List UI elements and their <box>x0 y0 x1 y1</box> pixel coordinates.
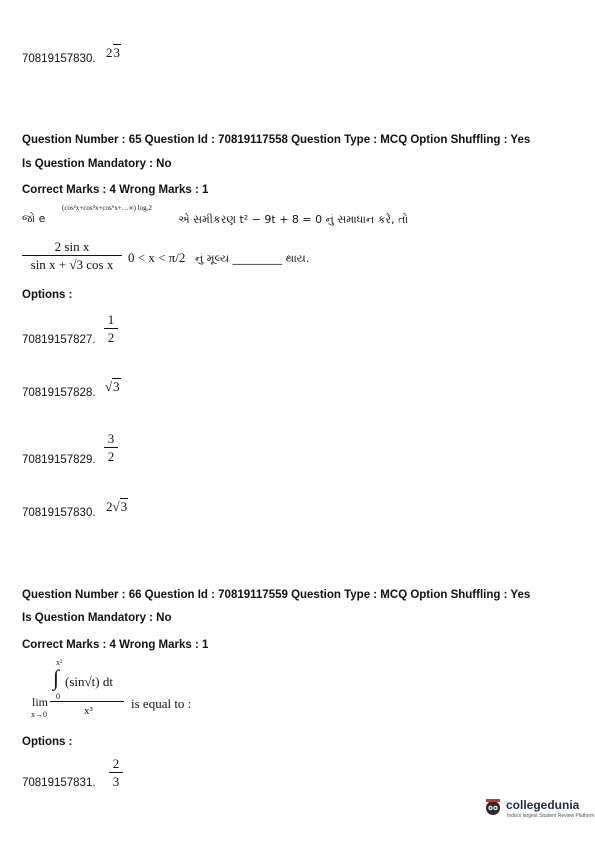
denominator: x³ <box>84 705 93 717</box>
question-marks: Correct Marks : 4 Wrong Marks : 1 <box>22 639 209 651</box>
option-fraction: 1 2 <box>104 313 118 345</box>
option-fraction: 2 3 <box>109 757 123 789</box>
option-id: 70819157830. <box>22 507 96 519</box>
integral-sign: ∫ <box>53 665 60 690</box>
options-label: Options : <box>22 736 73 748</box>
integral-upper: x² <box>56 658 63 667</box>
stem-suffix: નું મૂલ્ય _________ થાય. <box>195 252 310 265</box>
lim: lim <box>32 695 49 709</box>
fraction-bar <box>50 701 124 702</box>
question-header: Question Number : 65 Question Id : 70819117558 Question Type : MCQ Option Shuffling : Yes <box>22 134 531 146</box>
logo-tagline: India's largest Student Review Platform <box>507 813 595 819</box>
lim-sub: x→0 <box>31 710 47 719</box>
question-mandatory: Is Question Mandatory : No <box>22 158 172 170</box>
option-id: 70819157828. <box>22 387 96 399</box>
option-value: 23 <box>106 45 120 60</box>
stem-exponent: (cos²x+cos⁴x+cos⁶x+…∞) logₑ2 <box>62 204 152 212</box>
integrand: (sin√t) dt <box>65 674 113 689</box>
integral-lower: 0 <box>56 692 60 701</box>
option-value: 2√3 <box>106 499 128 514</box>
option-id: 70819157830. <box>22 53 96 65</box>
stem-prefix: જો e <box>22 212 46 225</box>
expression-fraction <box>22 240 122 272</box>
option-fraction: 3 2 <box>104 432 118 464</box>
expression-numerator: 2 sin x <box>54 239 90 254</box>
question-header: Question Number : 66 Question Id : 70819117559 Question Type : MCQ Option Shuffling : Yes <box>22 589 531 601</box>
question-marks: Correct Marks : 4 Wrong Marks : 1 <box>22 184 209 196</box>
option-id: 70819157829. <box>22 454 96 466</box>
expression-denominator: sin x + √3 cos x <box>30 257 114 272</box>
condition: 0 < x < π/2 <box>128 250 186 265</box>
options-label: Options : <box>22 289 73 301</box>
tail-text: is equal to : <box>131 696 192 711</box>
option-id: 70819157831. <box>22 777 96 789</box>
option-value: √3 <box>105 379 120 394</box>
stem-mid: એ સમીકરણ t² − 9t + 8 = 0 નું સમાધાન કરે, તો <box>178 213 409 226</box>
question-mandatory: Is Question Mandatory : No <box>22 612 172 624</box>
option-id: 70819157827. <box>22 334 96 346</box>
logo-name: collegedunia <box>506 798 580 812</box>
logo-mascot-icon <box>483 797 503 817</box>
